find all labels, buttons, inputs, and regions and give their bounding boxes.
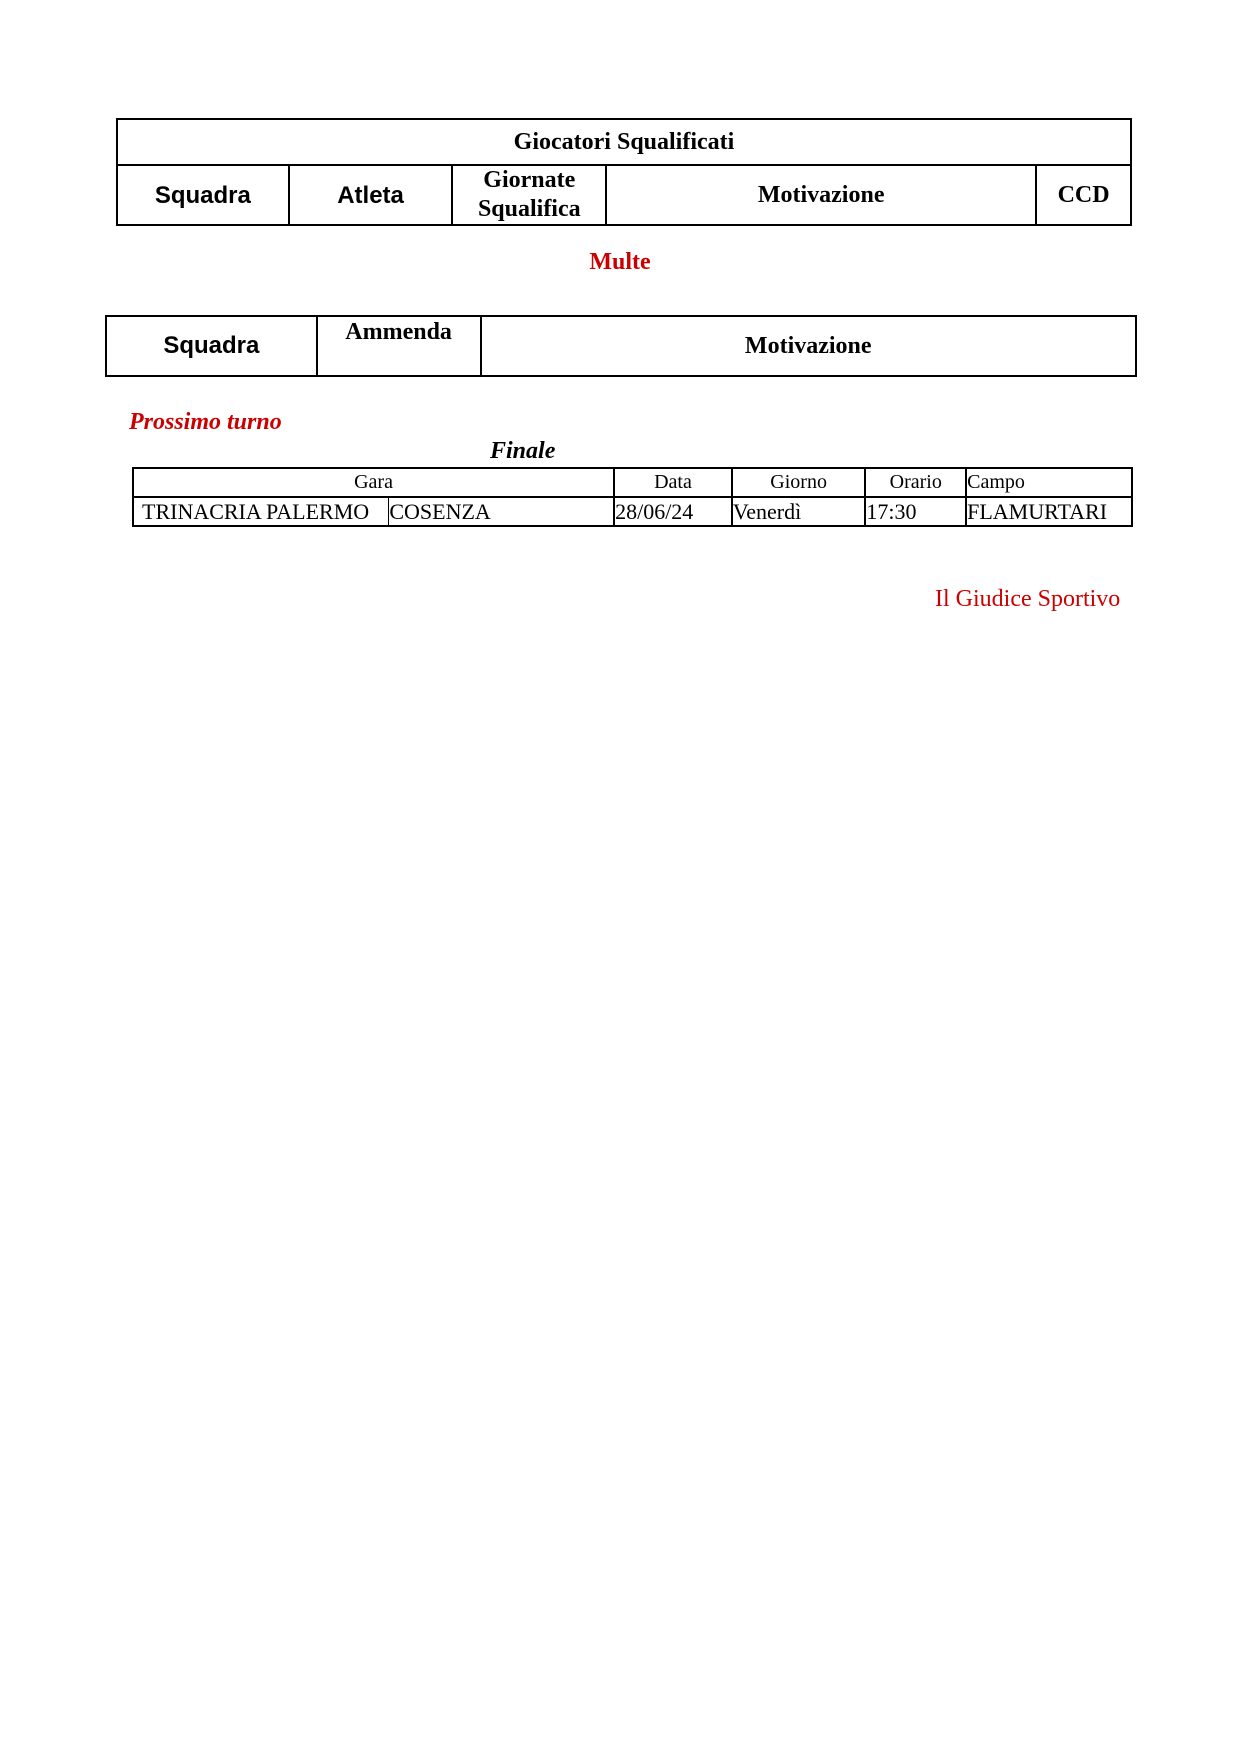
header-giornate-line1: Giornate (483, 167, 576, 193)
squalificati-title-row (117, 119, 1131, 165)
turno-header-giorno: Giorno (732, 468, 866, 497)
multe-header-row (106, 316, 1136, 376)
match-campo: FLAMURTARI (966, 497, 1132, 526)
multe-heading: Multe (589, 249, 651, 275)
header-atleta: Atleta (289, 165, 453, 225)
prossimo-turno-table (132, 467, 1133, 527)
round-title: Finale (490, 438, 556, 464)
multe-header-motivazione: Motivazione (481, 316, 1137, 376)
turno-header-data: Data (614, 468, 732, 497)
squalificati-header-row (117, 165, 1131, 225)
signature-giudice: Il Giudice Sportivo (935, 586, 1121, 612)
header-giornate-line2: Squalifica (477, 196, 581, 222)
turno-header-gara: Gara (133, 468, 614, 497)
turno-header-orario: Orario (865, 468, 966, 497)
multe-header-ammenda: Ammenda (317, 316, 481, 376)
header-squadra: Squadra (117, 165, 289, 225)
table-row (133, 497, 1132, 526)
match-orario: 17:30 (865, 497, 966, 526)
match-away-team: COSENZA (389, 497, 614, 526)
prossimo-turno-heading: Prossimo turno (129, 409, 282, 435)
squalificati-title: Giocatori Squalificati (117, 119, 1131, 165)
header-giornate-squalifica (452, 165, 606, 225)
match-home-team: TRINACRIA PALERMO (133, 497, 389, 526)
squalificati-table (116, 118, 1132, 226)
multe-table (105, 315, 1137, 377)
multe-header-squadra: Squadra (106, 316, 317, 376)
header-ccd: CCD (1036, 165, 1131, 225)
match-data: 28/06/24 (614, 497, 732, 526)
match-giorno: Venerdì (732, 497, 866, 526)
turno-header-campo: Campo (966, 468, 1132, 497)
header-motivazione: Motivazione (606, 165, 1036, 225)
turno-header-row (133, 468, 1132, 497)
